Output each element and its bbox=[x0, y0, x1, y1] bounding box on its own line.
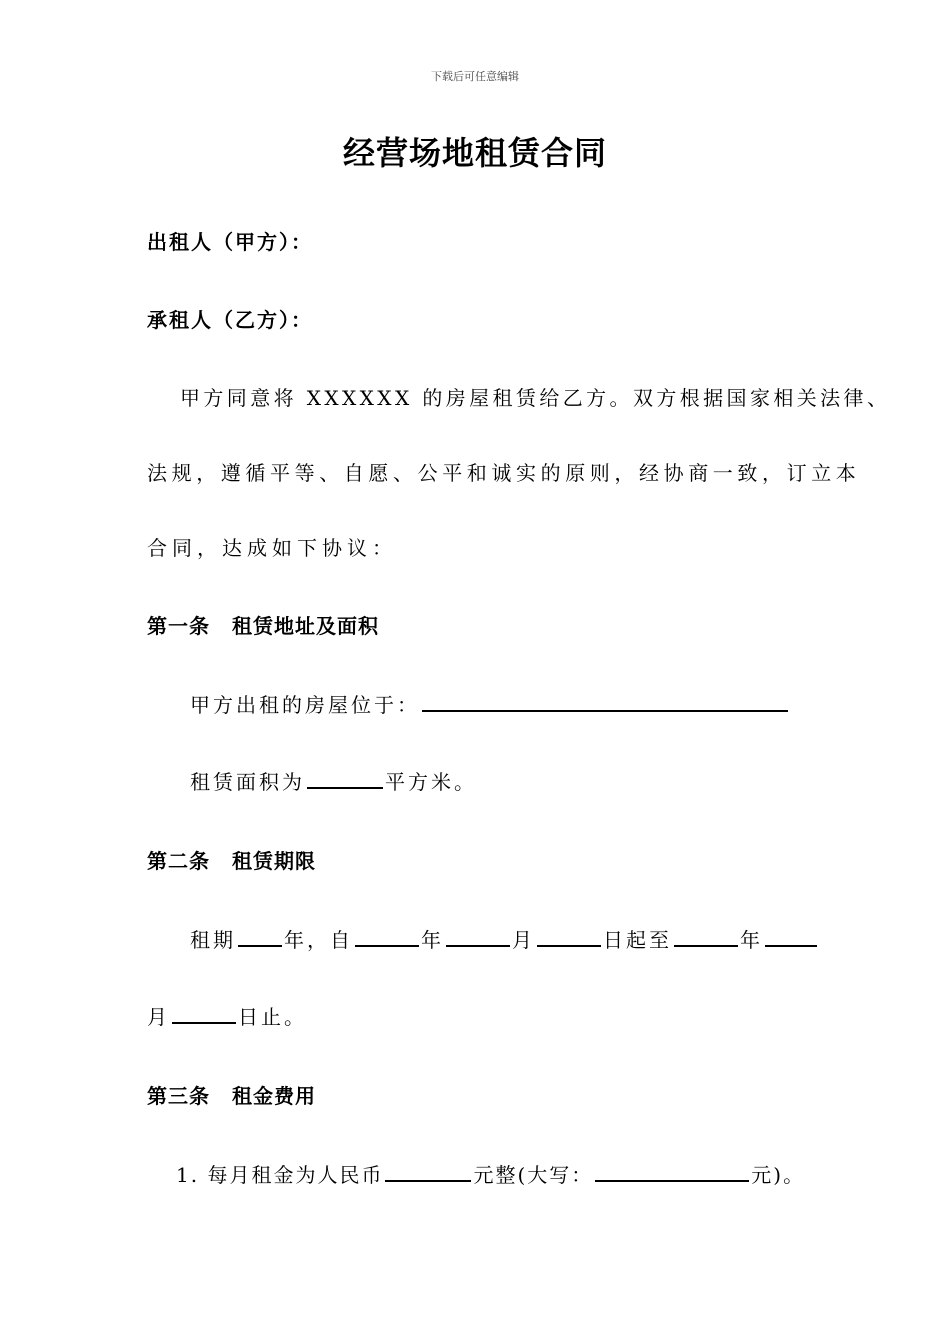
intro-line-1: 甲方同意将 XXXXXX 的房屋租赁给乙方。双方根据国家相关法律、 bbox=[180, 386, 891, 410]
rent-amount-words-blank[interactable] bbox=[595, 1158, 749, 1182]
article-1-title: 租赁地址及面积 bbox=[232, 614, 379, 638]
start-day-label: 日起至 bbox=[603, 928, 672, 952]
start-month-label: 月 bbox=[512, 928, 535, 952]
rent-mid: 元整(大写： bbox=[473, 1163, 594, 1187]
term-row-2 bbox=[147, 1000, 307, 1030]
end-month-label: 月 bbox=[147, 1005, 170, 1029]
article-3-title: 租金费用 bbox=[232, 1084, 316, 1108]
header-note: 下载后可任意编辑 bbox=[431, 70, 519, 83]
location-blank[interactable] bbox=[422, 688, 788, 712]
area-blank[interactable] bbox=[307, 765, 383, 789]
end-day-blank[interactable] bbox=[172, 1000, 236, 1024]
term-prefix: 租期 bbox=[190, 928, 236, 952]
rent-prefix: 1. 每月租金为人民币 bbox=[176, 1163, 384, 1187]
area-prefix: 租赁面积为 bbox=[190, 770, 305, 794]
article-2-title: 租赁期限 bbox=[232, 849, 316, 873]
rent-row bbox=[176, 1158, 805, 1188]
intro-line-3: 合同，达成如下协议： bbox=[147, 536, 397, 560]
end-month-blank[interactable] bbox=[765, 923, 817, 947]
location-row bbox=[190, 688, 790, 718]
term-row bbox=[190, 923, 819, 953]
lessee-label: 承租人（乙方）： bbox=[147, 308, 313, 332]
article-3-number: 第三条 bbox=[147, 1084, 210, 1108]
start-month-blank[interactable] bbox=[446, 923, 510, 947]
article-1-number: 第一条 bbox=[147, 614, 210, 638]
start-year-blank[interactable] bbox=[355, 923, 419, 947]
area-row bbox=[190, 765, 477, 795]
term-year-from: 年，自 bbox=[284, 928, 353, 952]
rent-suffix: 元)。 bbox=[751, 1163, 806, 1187]
start-year-label: 年 bbox=[421, 928, 444, 952]
article-3-heading bbox=[147, 1080, 316, 1109]
intro-line-2: 法规，遵循平等、自愿、公平和诚实的原则，经协商一致，订立本 bbox=[147, 461, 861, 485]
article-2-heading bbox=[147, 845, 316, 874]
article-1-heading bbox=[147, 610, 379, 639]
start-day-blank[interactable] bbox=[537, 923, 601, 947]
rent-amount-blank[interactable] bbox=[385, 1158, 471, 1182]
end-year-label: 年 bbox=[740, 928, 763, 952]
article-2-number: 第二条 bbox=[147, 849, 210, 873]
document-title: 经营场地租赁合同 bbox=[342, 134, 607, 172]
end-year-blank[interactable] bbox=[674, 923, 738, 947]
location-label: 甲方出租的房屋位于： bbox=[190, 693, 420, 717]
lessor-label: 出租人（甲方）： bbox=[147, 230, 313, 254]
area-suffix: 平方米。 bbox=[385, 770, 477, 794]
term-years-blank[interactable] bbox=[238, 923, 282, 947]
end-day-label: 日止。 bbox=[238, 1005, 307, 1029]
